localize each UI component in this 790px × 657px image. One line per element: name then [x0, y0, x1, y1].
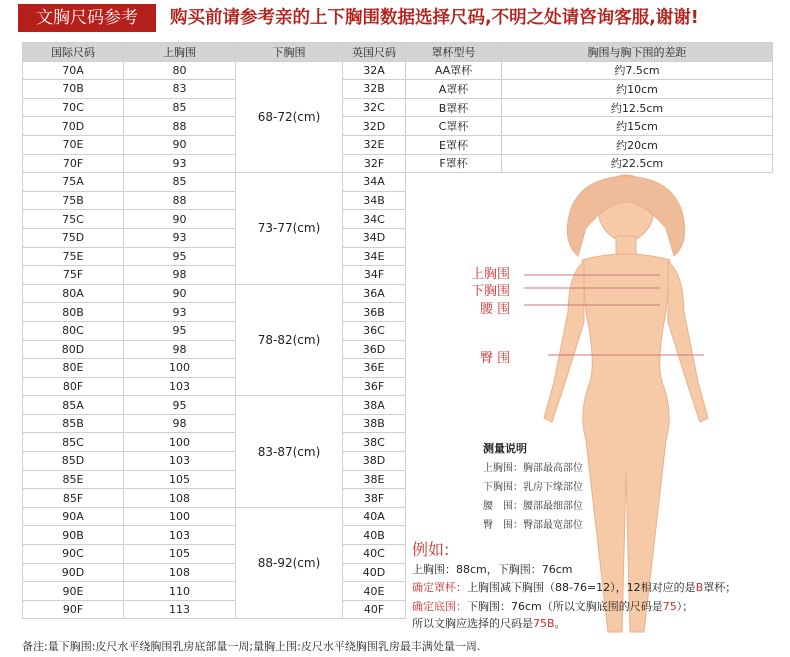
intl-size-cell: 90F [23, 600, 124, 619]
col-header-upper: 上胸围 [124, 43, 236, 62]
intl-size-cell: 75D [23, 228, 124, 247]
intl-size-cell: 70A [23, 61, 124, 80]
uk-size-cell: 32F [343, 154, 406, 173]
final-tail: 。 [554, 617, 566, 630]
table-row [23, 135, 773, 154]
uk-size-cell: 38C [343, 433, 406, 452]
upper-bust-cell: 98 [124, 340, 236, 359]
example-line-3 [412, 598, 693, 614]
upper-bust-cell: 113 [124, 600, 236, 619]
upper-bust-cell: 108 [124, 489, 236, 508]
upper-bust-cell: 93 [124, 154, 236, 173]
intl-size-cell: 90C [23, 545, 124, 564]
uk-size-cell: 32A [343, 61, 406, 80]
uk-size-cell: 38B [343, 414, 406, 433]
upper-bust-cell: 80 [124, 61, 236, 80]
neck [616, 236, 636, 256]
headline: 购买前请参考亲的上下胸围数据选择尺码,不明之处请咨询客服,谢谢! [170, 8, 699, 28]
torso-legs [582, 254, 670, 632]
col-header-diff: 胸围与胸下围的差距 [502, 43, 773, 62]
intl-size-cell: 75B [23, 191, 124, 210]
intl-size-cell: 80D [23, 340, 124, 359]
upper-bust-cell: 100 [124, 359, 236, 378]
intl-size-cell: 75F [23, 266, 124, 285]
band-step-label: 确定底围： [412, 600, 467, 613]
upper-bust-cell: 98 [124, 414, 236, 433]
uk-size-cell: 36F [343, 377, 406, 396]
col-header-cup: 罩杯型号 [406, 43, 502, 62]
band-step-text: 下胸围：76cm（所以文胸底围的尺码是 [467, 600, 663, 613]
upper-bust-cell: 95 [124, 321, 236, 340]
cup-type-cell: E罩杯 [406, 135, 502, 154]
intl-size-cell: 70B [23, 80, 124, 99]
upper-bust-cell: 100 [124, 433, 236, 452]
upper-bust-cell: 93 [124, 228, 236, 247]
upper-bust-cell: 85 [124, 98, 236, 117]
cup-diff-cell: 约22.5cm [502, 154, 773, 173]
uk-size-cell: 40F [343, 600, 406, 619]
under-bust-cell: 68-72(cm) [236, 61, 343, 173]
col-header-under: 下胸围 [236, 43, 343, 62]
hip-label: 臀 围 [480, 351, 511, 366]
legend-waist: 腰 围：腰部最细部位 [483, 501, 583, 512]
cup-diff-cell: 约15cm [502, 117, 773, 136]
intl-size-cell: 85A [23, 396, 124, 415]
page-header [0, 0, 790, 36]
upper-bust-cell: 103 [124, 526, 236, 545]
uk-size-cell: 36D [343, 340, 406, 359]
uk-size-cell: 36E [343, 359, 406, 378]
upper-bust-cell: 85 [124, 173, 236, 192]
intl-size-cell: 80B [23, 303, 124, 322]
band-step-tail: ）； [676, 600, 694, 613]
uk-size-cell: 36B [343, 303, 406, 322]
upper-bust-cell: 105 [124, 545, 236, 564]
uk-size-cell: 40E [343, 582, 406, 601]
uk-size-cell: 38A [343, 396, 406, 415]
cup-type-cell: AA罩杯 [406, 61, 502, 80]
under-bust-label: 下胸围 [471, 284, 511, 299]
uk-size-cell: 40B [343, 526, 406, 545]
intl-size-cell: 85E [23, 470, 124, 489]
upper-bust-cell: 95 [124, 247, 236, 266]
uk-size-cell: 34F [343, 266, 406, 285]
cup-type-cell: C罩杯 [406, 117, 502, 136]
uk-size-cell: 40C [343, 545, 406, 564]
intl-size-cell: 85C [23, 433, 124, 452]
example-title: 例如: [412, 540, 450, 559]
uk-size-cell: 32E [343, 135, 406, 154]
final-text: 所以文胸应选择的尺码是 [412, 617, 533, 630]
uk-size-cell: 32C [343, 98, 406, 117]
under-bust-cell: 78-82(cm) [236, 284, 343, 396]
upper-bust-cell: 103 [124, 377, 236, 396]
intl-size-cell: 90A [23, 507, 124, 526]
uk-size-cell: 40A [343, 507, 406, 526]
cup-step-text: 上胸围减下胸围（88-76=12），12相对应的是 [467, 581, 696, 594]
cup-diff-cell: 约12.5cm [502, 98, 773, 117]
upper-bust-cell: 90 [124, 210, 236, 229]
under-bust-cell: 73-77(cm) [236, 173, 343, 285]
intl-size-cell: 80C [23, 321, 124, 340]
table-row [23, 80, 773, 99]
uk-size-cell: 34B [343, 191, 406, 210]
intl-size-cell: 75E [23, 247, 124, 266]
upper-bust-cell: 108 [124, 563, 236, 582]
uk-size-cell: 38E [343, 470, 406, 489]
intl-size-cell: 90E [23, 582, 124, 601]
intl-size-cell: 70E [23, 135, 124, 154]
example-line-1: 上胸围：88cm，下胸围：76cm [412, 563, 573, 576]
legend-hip: 臀 围：臀部最宽部位 [483, 520, 583, 531]
intl-size-cell: 70F [23, 154, 124, 173]
intl-size-cell: 80A [23, 284, 124, 303]
uk-size-cell: 34E [343, 247, 406, 266]
final-size: 75B [533, 617, 555, 630]
intl-size-cell: 70C [23, 98, 124, 117]
cup-type-cell: F罩杯 [406, 154, 502, 173]
upper-bust-cell: 83 [124, 80, 236, 99]
intl-size-cell: 90D [23, 563, 124, 582]
intl-size-cell: 85B [23, 414, 124, 433]
upper-bust-cell: 90 [124, 135, 236, 154]
upper-bust-cell: 93 [124, 303, 236, 322]
intl-size-cell: 85F [23, 489, 124, 508]
cup-result: B [695, 581, 704, 594]
intl-size-cell: 70D [23, 117, 124, 136]
cup-diff-cell: 约10cm [502, 80, 773, 99]
waist-label: 腰 围 [480, 302, 511, 317]
uk-size-cell: 34C [343, 210, 406, 229]
band-result: 75 [662, 600, 677, 613]
intl-size-cell: 75A [23, 173, 124, 192]
uk-size-cell: 34D [343, 228, 406, 247]
table-row [23, 98, 773, 117]
upper-bust-cell: 100 [124, 507, 236, 526]
cup-type-cell: A罩杯 [406, 80, 502, 99]
example-line-4 [412, 615, 566, 631]
table-row [23, 117, 773, 136]
upper-bust-cell: 103 [124, 452, 236, 471]
intl-size-cell: 90B [23, 526, 124, 545]
upper-bust-cell: 88 [124, 191, 236, 210]
intl-size-cell: 80F [23, 377, 124, 396]
upper-bust-cell: 95 [124, 396, 236, 415]
measure-legend-title: 测量说明 [483, 442, 527, 455]
table-row [23, 154, 773, 173]
uk-size-cell: 40D [343, 563, 406, 582]
table-row [23, 61, 773, 80]
left-arm [544, 262, 584, 422]
footnote: 备注:量下胸围:皮尺水平绕胸围乳房底部量一周;量胸上围:皮尺水平绕胸围乳房最丰满处量一周. [22, 640, 481, 653]
uk-size-cell: 36C [343, 321, 406, 340]
legend-upper: 上胸围：胸部最高部位 [483, 463, 583, 474]
cup-diff-cell: 约20cm [502, 135, 773, 154]
uk-size-cell: 32B [343, 80, 406, 99]
uk-size-cell: 32D [343, 117, 406, 136]
col-header-intl: 国际尺码 [23, 43, 124, 62]
upper-bust-label: 上胸围 [471, 267, 511, 282]
intl-size-cell: 75C [23, 210, 124, 229]
intl-size-cell: 80E [23, 359, 124, 378]
upper-bust-cell: 105 [124, 470, 236, 489]
uk-size-cell: 36A [343, 284, 406, 303]
upper-bust-cell: 98 [124, 266, 236, 285]
legend-under: 下胸围：乳房下缘部位 [483, 482, 583, 493]
upper-bust-cell: 88 [124, 117, 236, 136]
cup-step-label: 确定罩杯： [412, 581, 467, 594]
right-arm [668, 262, 708, 422]
uk-size-cell: 38D [343, 452, 406, 471]
under-bust-cell: 88-92(cm) [236, 507, 343, 619]
cup-diff-cell: 约7.5cm [502, 61, 773, 80]
cup-type-cell: B罩杯 [406, 98, 502, 117]
uk-size-cell: 38F [343, 489, 406, 508]
intl-size-cell: 85D [23, 452, 124, 471]
example-line-2 [412, 579, 736, 595]
uk-size-cell: 34A [343, 173, 406, 192]
size-reference-badge: 文胸尺码参考 [18, 4, 156, 32]
cup-step-tail: 罩杯； [703, 581, 737, 594]
upper-bust-cell: 90 [124, 284, 236, 303]
upper-bust-cell: 110 [124, 582, 236, 601]
under-bust-cell: 83-87(cm) [236, 396, 343, 508]
col-header-uk: 英国尺码 [343, 43, 406, 62]
